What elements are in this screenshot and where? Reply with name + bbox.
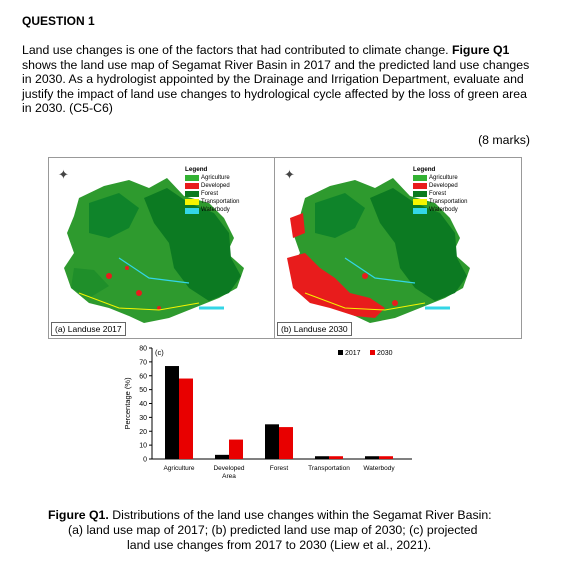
x-tick-label: Area [222, 473, 236, 480]
legend-item-developed: Developed [413, 182, 467, 190]
y-tick-label: 30 [139, 414, 147, 422]
map-2017-caption: (a) Landuse 2017 [51, 322, 126, 336]
y-tick-label: 50 [139, 387, 147, 395]
y-tick-label: 60 [139, 373, 147, 381]
bar-2030-1 [229, 440, 243, 459]
chart-panel-label: (c) [155, 348, 164, 357]
y-tick-label: 20 [139, 428, 147, 436]
y-tick-label: 80 [139, 345, 147, 353]
land-use-chart [112, 340, 417, 485]
bar-2017-0 [165, 366, 179, 459]
map-2017 [48, 157, 296, 339]
legend-item-waterbody: Waterbody [413, 206, 467, 214]
legend-label-2017: 2017 [345, 350, 361, 357]
legend-title: Legend [185, 166, 208, 173]
bar-2017-3 [315, 456, 329, 459]
legend-item-forest: Forest [185, 190, 239, 198]
x-tick-label: Transportation [308, 465, 350, 472]
caption-line-3: land use changes from 2017 to 2030 (Liew et al., 2021). [127, 537, 432, 552]
question-heading: QUESTION 1 [22, 14, 95, 28]
y-tick-label: 10 [139, 442, 147, 450]
legend-item-developed: Developed [185, 182, 239, 190]
y-tick-label: 70 [139, 359, 147, 367]
y-tick-label: 40 [139, 401, 147, 408]
bar-2030-2 [279, 427, 293, 459]
caption-line-1: Distributions of the land use changes within the Segamat River Basin: [108, 508, 492, 522]
map-2030-caption: (b) Landuse 2030 [277, 322, 352, 336]
map-2030 [274, 157, 522, 339]
question-text-intro: Land use changes is one of the factors that had contributed to climate change. [22, 43, 452, 57]
legend-item-agriculture: Agriculture [185, 174, 239, 182]
legend-swatch-2017 [338, 350, 343, 355]
x-tick-label: Agriculture [163, 465, 195, 472]
question-text-body: shows the land use map of Segamat River Basin in 2017 and the predicted land use changes in 2030. As a hydrologist appointed by the Drainage and Irrigation Department, evaluate and justify the impact of land use changes to hydrological cycle affected by the loss of green area in 2030. (C5-C6) [22, 57, 530, 116]
map-2030-legend [413, 166, 467, 215]
caption-line-2: (a) land use map of 2017; (b) predicted land use map of 2030; (c) projected [68, 522, 478, 537]
legend-item-forest: Forest [413, 190, 467, 198]
figure-reference: Figure Q1 [452, 43, 510, 57]
figure-caption [0, 508, 574, 552]
bar-2030-4 [379, 456, 393, 459]
question-text [22, 43, 530, 116]
marks-label: (8 marks) [478, 133, 530, 147]
legend-item-agriculture: Agriculture [413, 174, 467, 182]
y-axis-label: Percentage (%) [123, 377, 132, 430]
map-2017-legend [185, 166, 239, 215]
legend-item-transportation: Transportation [185, 198, 239, 206]
bar-2017-4 [365, 456, 379, 459]
map-2017-image [49, 158, 295, 338]
legend-item-transportation: Transportation [413, 198, 467, 206]
legend-item-waterbody: Waterbody [185, 206, 239, 214]
bar-2017-1 [215, 455, 229, 459]
x-tick-label: Forest [269, 465, 289, 472]
legend-swatch-2030 [370, 350, 375, 355]
legend-title: Legend [413, 166, 436, 173]
north-arrow-icon: ✦ [284, 167, 295, 182]
legend-label-2030: 2030 [377, 350, 393, 357]
x-tick-label: Developed [213, 465, 245, 472]
bar-2030-0 [179, 379, 193, 459]
caption-label: Figure Q1. [48, 508, 109, 522]
bar-2017-2 [265, 424, 279, 459]
x-tick-label: Waterbody [363, 465, 395, 472]
land-use-chart-svg [112, 340, 417, 485]
map-2030-image [275, 158, 521, 338]
bar-2030-3 [329, 456, 343, 459]
north-arrow-icon: ✦ [58, 167, 69, 182]
y-tick-label: 0 [143, 456, 147, 464]
